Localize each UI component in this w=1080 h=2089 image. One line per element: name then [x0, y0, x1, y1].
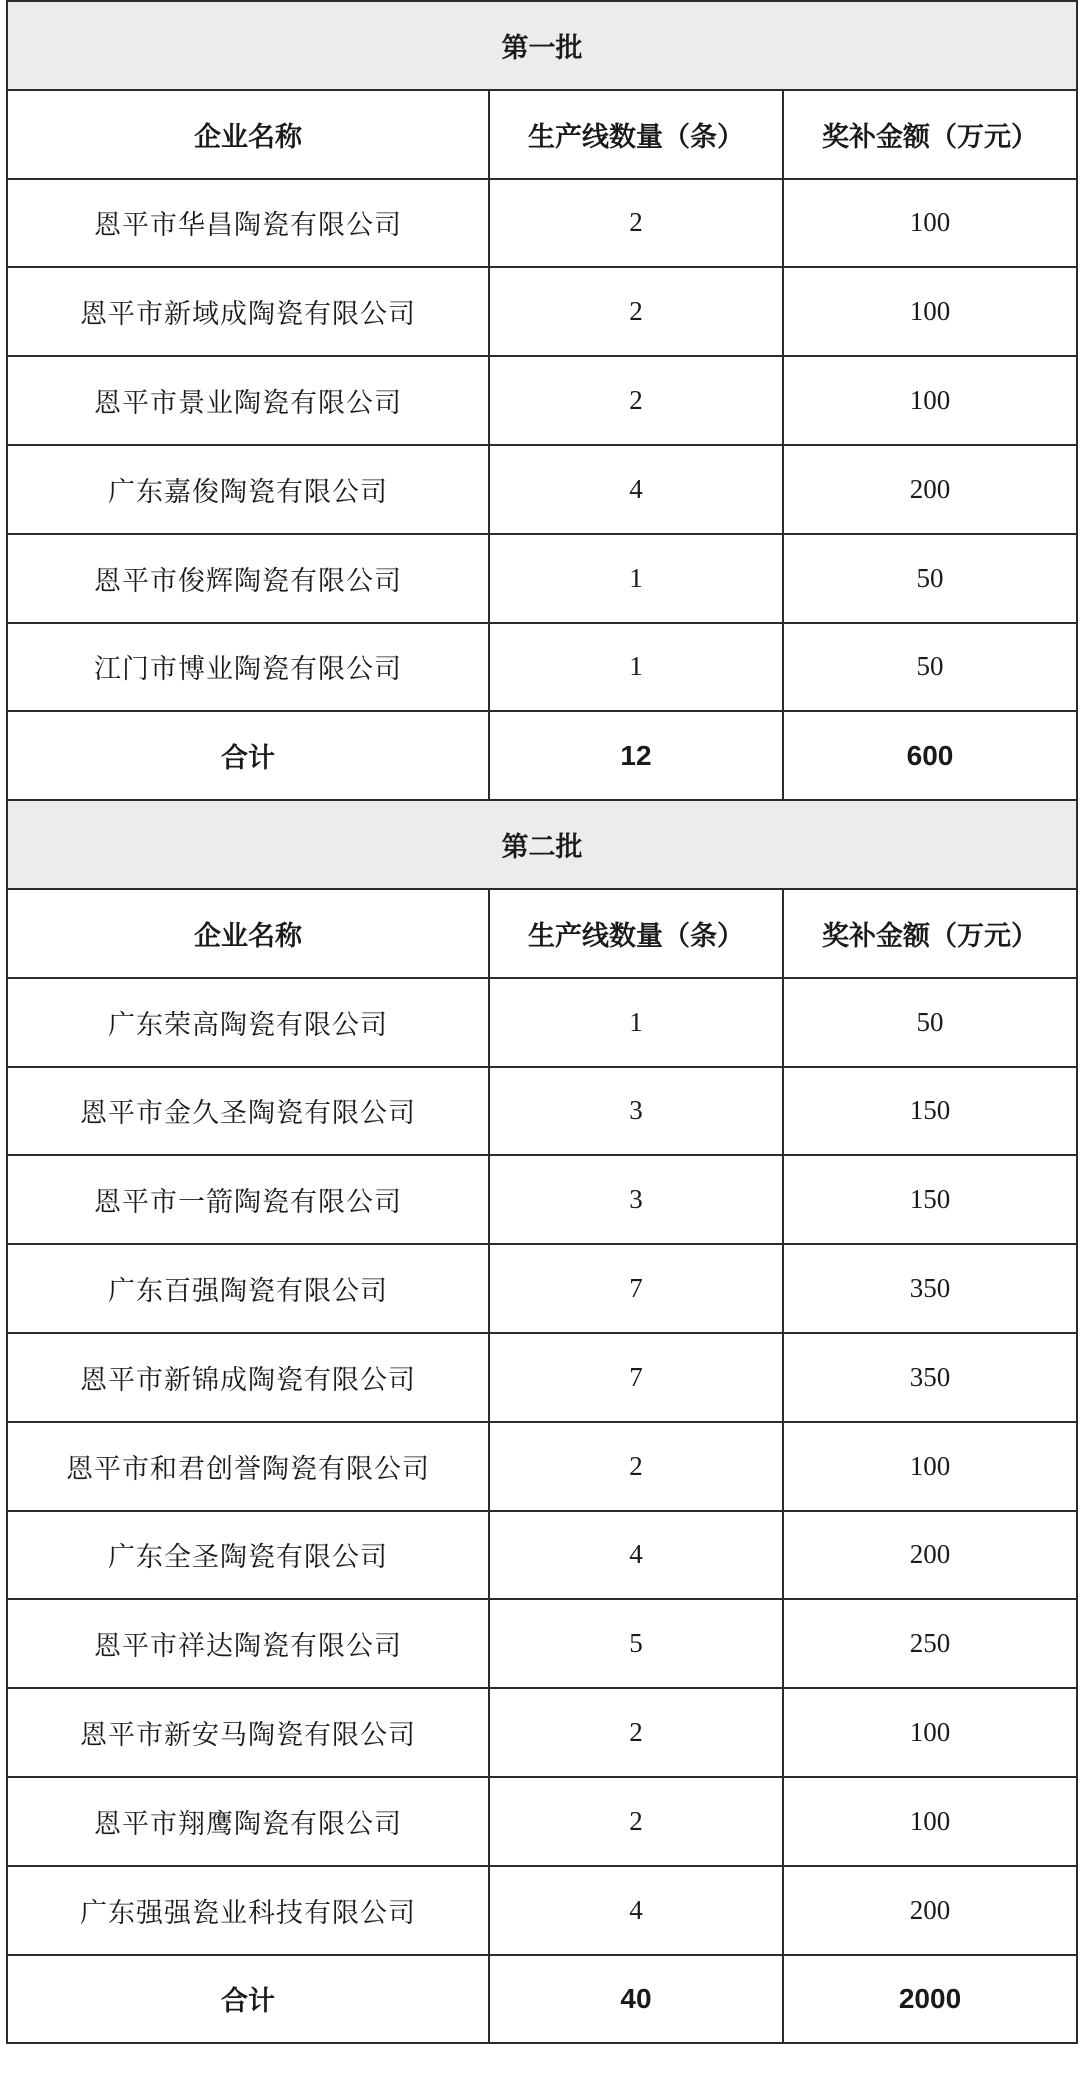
- company-name: 恩平市一箭陶瓷有限公司: [7, 1155, 489, 1244]
- company-name: 恩平市祥达陶瓷有限公司: [7, 1599, 489, 1688]
- table-row: [7, 179, 1077, 268]
- company-name: 恩平市新域成陶瓷有限公司: [7, 267, 489, 356]
- column-header-row: [7, 90, 1077, 179]
- column-header-row: [7, 889, 1077, 978]
- line-count: 2: [489, 1777, 783, 1866]
- table-row: [7, 1599, 1077, 1688]
- total-label: 合计: [7, 711, 489, 800]
- company-name: 广东全圣陶瓷有限公司: [7, 1511, 489, 1600]
- company-name: 恩平市新锦成陶瓷有限公司: [7, 1333, 489, 1422]
- line-count: 2: [489, 356, 783, 445]
- total-row: [7, 711, 1077, 800]
- subsidy-amount: 150: [783, 1067, 1077, 1156]
- subsidy-amount: 100: [783, 267, 1077, 356]
- table-row: [7, 356, 1077, 445]
- table-row: [7, 1422, 1077, 1511]
- line-count: 3: [489, 1155, 783, 1244]
- subsidy-table-sheet: [6, 0, 1076, 2044]
- table-row: [7, 1511, 1077, 1600]
- line-count: 2: [489, 267, 783, 356]
- company-name: 广东嘉俊陶瓷有限公司: [7, 445, 489, 534]
- line-count: 3: [489, 1067, 783, 1156]
- table-row: [7, 1333, 1077, 1422]
- line-count: 7: [489, 1244, 783, 1333]
- table-row: [7, 623, 1077, 712]
- total-label: 合计: [7, 1955, 489, 2044]
- table-row: [7, 534, 1077, 623]
- header-lines: 生产线数量（条）: [489, 90, 783, 179]
- subsidy-amount: 50: [783, 623, 1077, 712]
- company-name: 恩平市新安马陶瓷有限公司: [7, 1688, 489, 1777]
- total-lines: 12: [489, 711, 783, 800]
- table-row: [7, 1155, 1077, 1244]
- line-count: 2: [489, 179, 783, 268]
- subsidy-table: [6, 0, 1078, 2044]
- subsidy-amount: 200: [783, 1866, 1077, 1955]
- company-name: 恩平市景业陶瓷有限公司: [7, 356, 489, 445]
- subsidy-amount: 150: [783, 1155, 1077, 1244]
- total-amount: 2000: [783, 1955, 1077, 2044]
- subsidy-amount: 350: [783, 1244, 1077, 1333]
- line-count: 5: [489, 1599, 783, 1688]
- line-count: 1: [489, 534, 783, 623]
- table-row: [7, 1777, 1077, 1866]
- subsidy-amount: 200: [783, 1511, 1077, 1600]
- header-lines: 生产线数量（条）: [489, 889, 783, 978]
- subsidy-amount: 250: [783, 1599, 1077, 1688]
- line-count: 4: [489, 445, 783, 534]
- company-name: 广东百强陶瓷有限公司: [7, 1244, 489, 1333]
- company-name: 恩平市翔鹰陶瓷有限公司: [7, 1777, 489, 1866]
- line-count: 2: [489, 1422, 783, 1511]
- table-row: [7, 978, 1077, 1067]
- subsidy-amount: 100: [783, 179, 1077, 268]
- batch-title-row: [7, 800, 1077, 889]
- company-name: 广东强强瓷业科技有限公司: [7, 1866, 489, 1955]
- table-row: [7, 267, 1077, 356]
- company-name: 恩平市金久圣陶瓷有限公司: [7, 1067, 489, 1156]
- total-row: [7, 1955, 1077, 2044]
- batch-title: 第一批: [7, 1, 1077, 90]
- line-count: 4: [489, 1866, 783, 1955]
- company-name: 恩平市和君创誉陶瓷有限公司: [7, 1422, 489, 1511]
- subsidy-amount: 100: [783, 1777, 1077, 1866]
- company-name: 广东荣高陶瓷有限公司: [7, 978, 489, 1067]
- line-count: 2: [489, 1688, 783, 1777]
- total-lines: 40: [489, 1955, 783, 2044]
- header-amount: 奖补金额（万元）: [783, 90, 1077, 179]
- table-row: [7, 445, 1077, 534]
- table-row: [7, 1067, 1077, 1156]
- total-amount: 600: [783, 711, 1077, 800]
- company-name: 恩平市俊辉陶瓷有限公司: [7, 534, 489, 623]
- header-company: 企业名称: [7, 889, 489, 978]
- table-row: [7, 1688, 1077, 1777]
- subsidy-amount: 200: [783, 445, 1077, 534]
- batch-title: 第二批: [7, 800, 1077, 889]
- subsidy-amount: 100: [783, 356, 1077, 445]
- batch-title-row: [7, 1, 1077, 90]
- subsidy-amount: 350: [783, 1333, 1077, 1422]
- company-name: 江门市博业陶瓷有限公司: [7, 623, 489, 712]
- line-count: 1: [489, 623, 783, 712]
- header-company: 企业名称: [7, 90, 489, 179]
- line-count: 4: [489, 1511, 783, 1600]
- line-count: 7: [489, 1333, 783, 1422]
- line-count: 1: [489, 978, 783, 1067]
- header-amount: 奖补金额（万元）: [783, 889, 1077, 978]
- table-row: [7, 1244, 1077, 1333]
- subsidy-amount: 100: [783, 1422, 1077, 1511]
- subsidy-amount: 50: [783, 534, 1077, 623]
- subsidy-amount: 50: [783, 978, 1077, 1067]
- subsidy-amount: 100: [783, 1688, 1077, 1777]
- company-name: 恩平市华昌陶瓷有限公司: [7, 179, 489, 268]
- table-row: [7, 1866, 1077, 1955]
